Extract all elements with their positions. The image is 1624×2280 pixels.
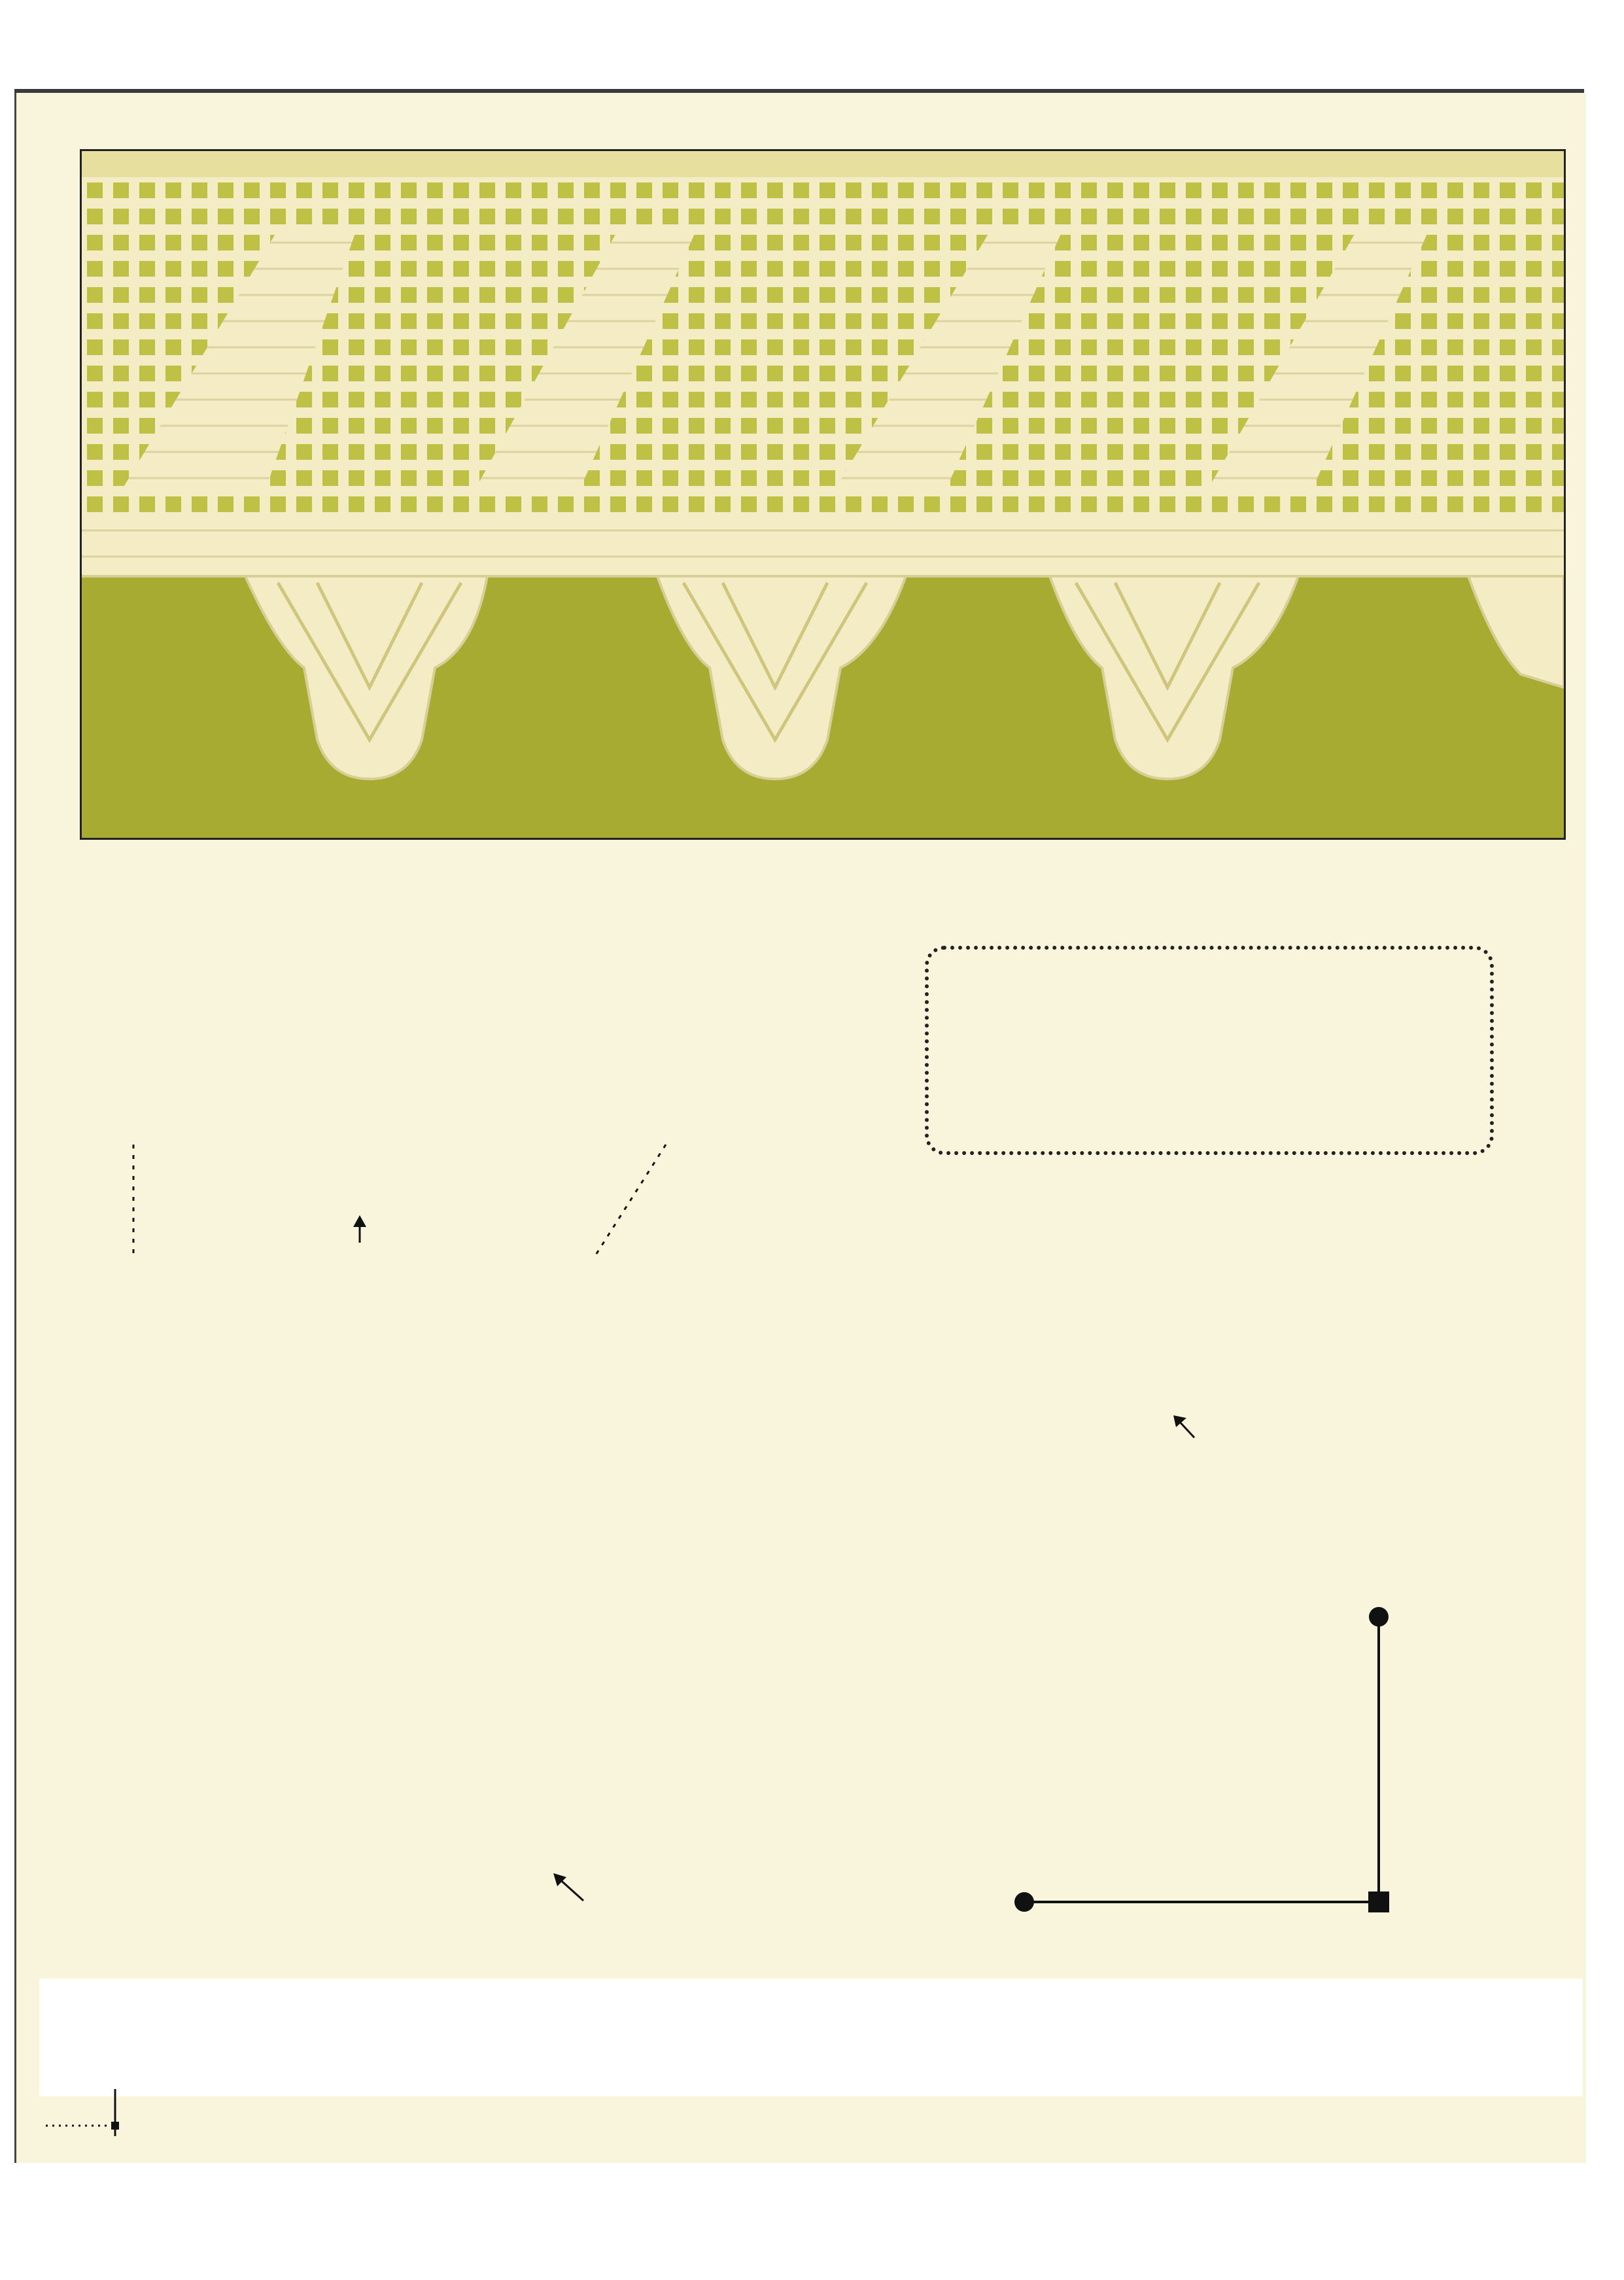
lace-photo xyxy=(80,149,1566,840)
cross-stitch-motifs xyxy=(39,1978,1583,2096)
start-arrow xyxy=(549,1872,615,1911)
quote-bracket xyxy=(1001,1596,1393,1923)
repeat-bracket xyxy=(124,1138,680,1269)
graph2-main-chart xyxy=(131,1256,850,1884)
graph1-arrow xyxy=(1171,1414,1210,1447)
graph2-top-chart xyxy=(131,988,674,1145)
page-number-rule xyxy=(39,2086,131,2139)
material-box xyxy=(925,946,1494,1155)
cross-stitch-border xyxy=(39,1978,1583,2096)
lace-illustration xyxy=(82,151,1564,838)
